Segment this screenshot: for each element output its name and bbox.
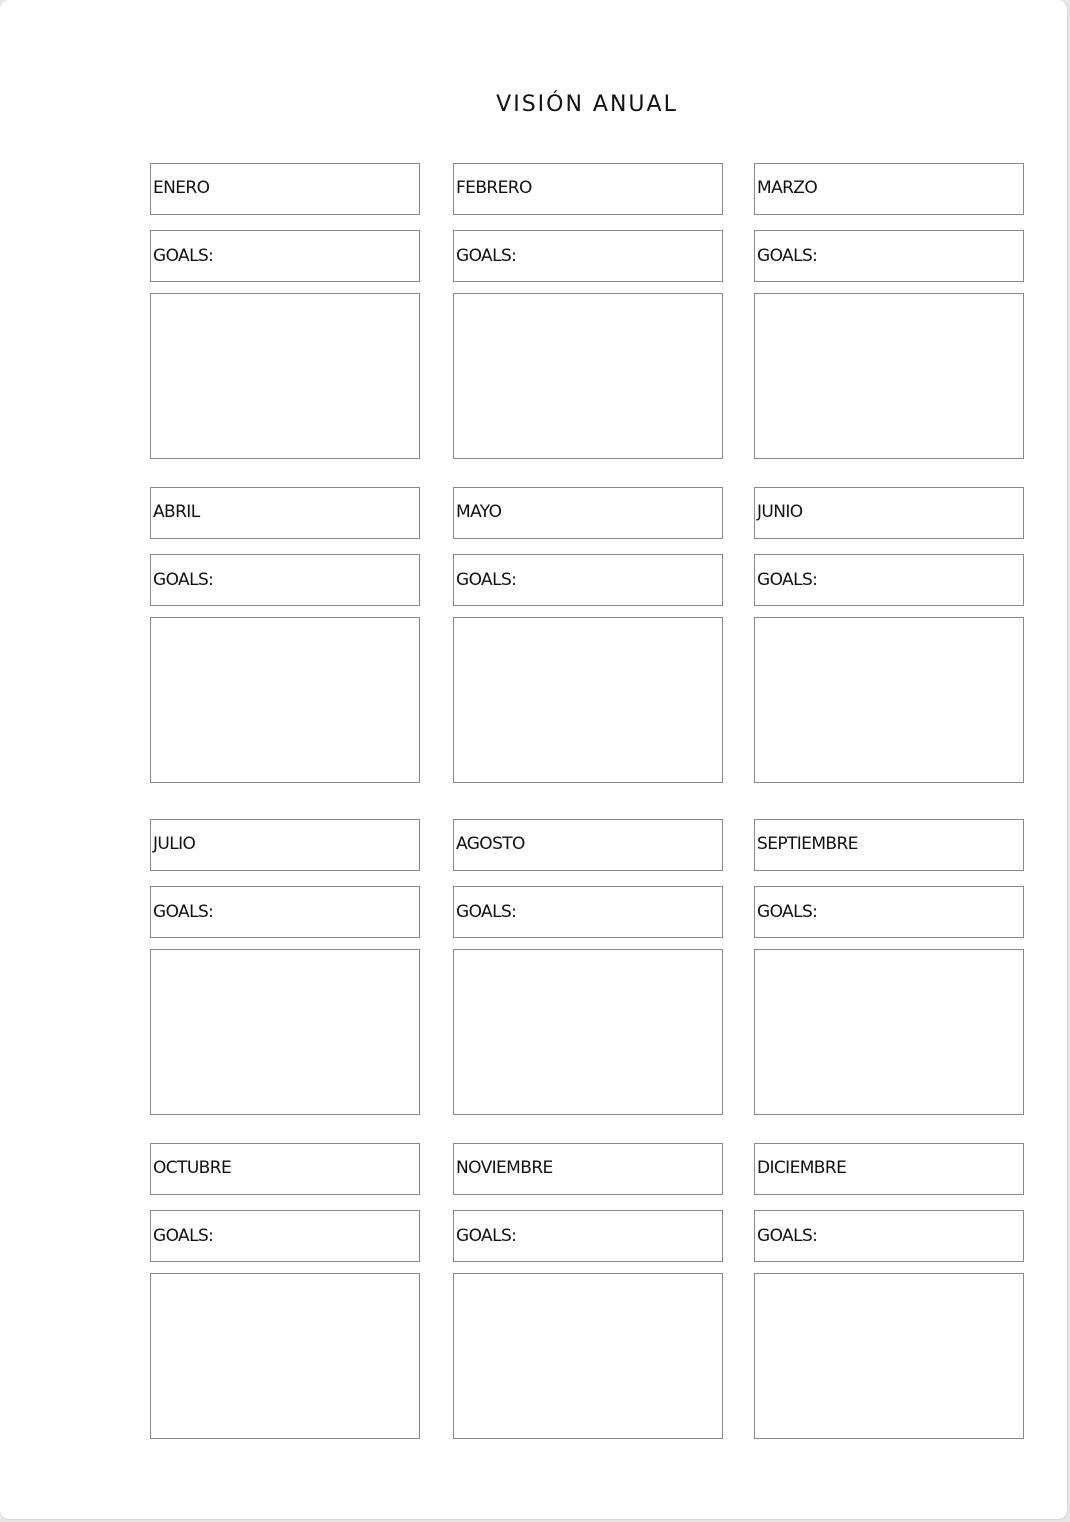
month-name-box	[754, 163, 1024, 215]
month-name-label: ENERO	[153, 178, 210, 198]
goals-label: GOALS:	[153, 902, 214, 922]
goals-box[interactable]	[754, 886, 1024, 938]
goals-notes-area[interactable]	[150, 293, 420, 459]
goals-notes-area[interactable]	[453, 293, 723, 459]
month-name-box	[754, 819, 1024, 871]
month-name-box	[754, 1143, 1024, 1195]
month-name-label: AGOSTO	[456, 834, 525, 854]
goals-notes-area[interactable]	[754, 1273, 1024, 1439]
goals-label: GOALS:	[456, 570, 517, 590]
month-name-label: MARZO	[757, 178, 818, 198]
month-name-label: FEBRERO	[456, 178, 532, 198]
month-name-label: JUNIO	[757, 502, 803, 522]
goals-box[interactable]	[150, 554, 420, 606]
month-name-box	[150, 819, 420, 871]
goals-notes-area[interactable]	[453, 1273, 723, 1439]
goals-notes-area[interactable]	[754, 293, 1024, 459]
page-title: VISIÓN ANUAL	[496, 92, 678, 117]
goals-box[interactable]	[754, 554, 1024, 606]
goals-box[interactable]	[754, 230, 1024, 282]
goals-label: GOALS:	[757, 246, 818, 266]
goals-label: GOALS:	[153, 570, 214, 590]
month-name-box	[453, 1143, 723, 1195]
month-name-box	[453, 163, 723, 215]
month-name-label: NOVIEMBRE	[456, 1158, 553, 1178]
goals-box[interactable]	[453, 230, 723, 282]
month-name-label: ABRIL	[153, 502, 200, 522]
goals-notes-area[interactable]	[754, 617, 1024, 783]
goals-box[interactable]	[150, 886, 420, 938]
goals-label: GOALS:	[456, 246, 517, 266]
goals-box[interactable]	[150, 230, 420, 282]
goals-notes-area[interactable]	[754, 949, 1024, 1115]
month-name-label: JULIO	[153, 834, 196, 854]
goals-notes-area[interactable]	[150, 1273, 420, 1439]
goals-label: GOALS:	[757, 570, 818, 590]
month-name-box	[150, 487, 420, 539]
goals-label: GOALS:	[153, 1226, 214, 1246]
month-name-box	[453, 487, 723, 539]
month-name-box	[754, 487, 1024, 539]
month-name-label: SEPTIEMBRE	[757, 834, 858, 854]
goals-label: GOALS:	[757, 1226, 818, 1246]
month-name-box	[150, 1143, 420, 1195]
goals-label: GOALS:	[757, 902, 818, 922]
goals-label: GOALS:	[153, 246, 214, 266]
goals-label: GOALS:	[456, 1226, 517, 1246]
goals-notes-area[interactable]	[453, 949, 723, 1115]
goals-box[interactable]	[754, 1210, 1024, 1262]
month-name-box	[453, 819, 723, 871]
goals-notes-area[interactable]	[453, 617, 723, 783]
goals-notes-area[interactable]	[150, 949, 420, 1115]
goals-box[interactable]	[453, 1210, 723, 1262]
month-name-label: MAYO	[456, 502, 502, 522]
month-name-box	[150, 163, 420, 215]
month-name-label: DICIEMBRE	[757, 1158, 847, 1178]
goals-notes-area[interactable]	[150, 617, 420, 783]
goals-box[interactable]	[453, 554, 723, 606]
goals-box[interactable]	[150, 1210, 420, 1262]
goals-label: GOALS:	[456, 902, 517, 922]
goals-box[interactable]	[453, 886, 723, 938]
month-name-label: OCTUBRE	[153, 1158, 232, 1178]
